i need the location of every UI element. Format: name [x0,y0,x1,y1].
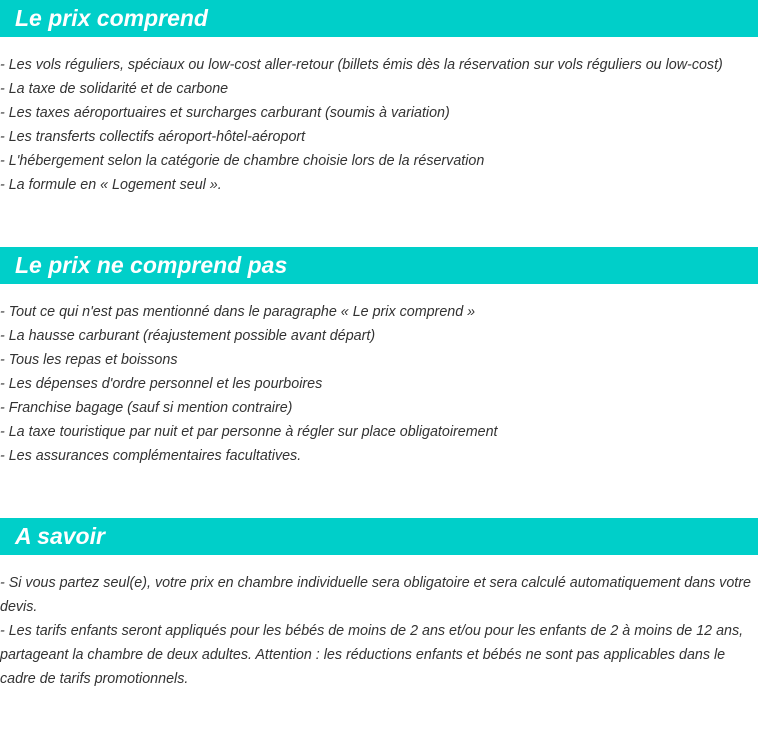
section-title: A savoir [15,523,105,549]
list-item: - Les taxes aéroportuaires et surcharges carburant (soumis à variation) [0,105,450,121]
section-title: Le prix ne comprend pas [15,252,288,278]
list-item: - La taxe de solidarité et de carbone [0,81,229,97]
section-body [0,53,758,197]
list-item: - La taxe touristique par nuit et par personne à régler sur place obligatoirement [0,424,498,440]
section-title: Le prix comprend [15,5,208,31]
list-item: - La formule en « Logement seul ». [0,177,222,193]
section-header [0,518,758,555]
list-item: - Tout ce qui n'est pas mentionné dans le paragraphe « Le prix comprend » [0,304,476,320]
section-price-excludes [0,247,758,468]
list-item: - La hausse carburant (réajustement possible avant départ) [0,328,376,344]
list-item: - L'hébergement selon la catégorie de chambre choisie lors de la réservation [0,153,485,169]
list-item: - Les dépenses d'ordre personnel et les pourboires [0,376,323,392]
list-item: - Tous les repas et boissons [0,352,178,368]
section-body [0,571,758,691]
list-item: - Franchise bagage (sauf si mention contraire) [0,400,293,416]
section-header [0,247,758,284]
list-item: - Les tarifs enfants seront appliqués pour les bébés de moins de 2 ans et/ou pour les enfants de 2 à moins de 12 ans, partageant la chambre de deux adultes. Attention : les réductions enfants et bébés ne sont pas applicables dans le cadre de tarifs promotionnels. [0,623,744,687]
section-header [0,0,758,37]
section-price-includes [0,0,758,197]
section-good-to-know [0,518,758,691]
list-item: - Les transferts collectifs aéroport-hôtel-aéroport [0,129,306,145]
list-item: - Les vols réguliers, spéciaux ou low-cost aller-retour (billets émis dès la réservation sur vols réguliers ou low-cost) [0,57,723,73]
list-item: - Les assurances complémentaires facultatives. [0,448,302,464]
section-body [0,300,758,468]
list-item: - Si vous partez seul(e), votre prix en chambre individuelle sera obligatoire et sera calculé automatiquement dans votre devis. [0,575,751,615]
